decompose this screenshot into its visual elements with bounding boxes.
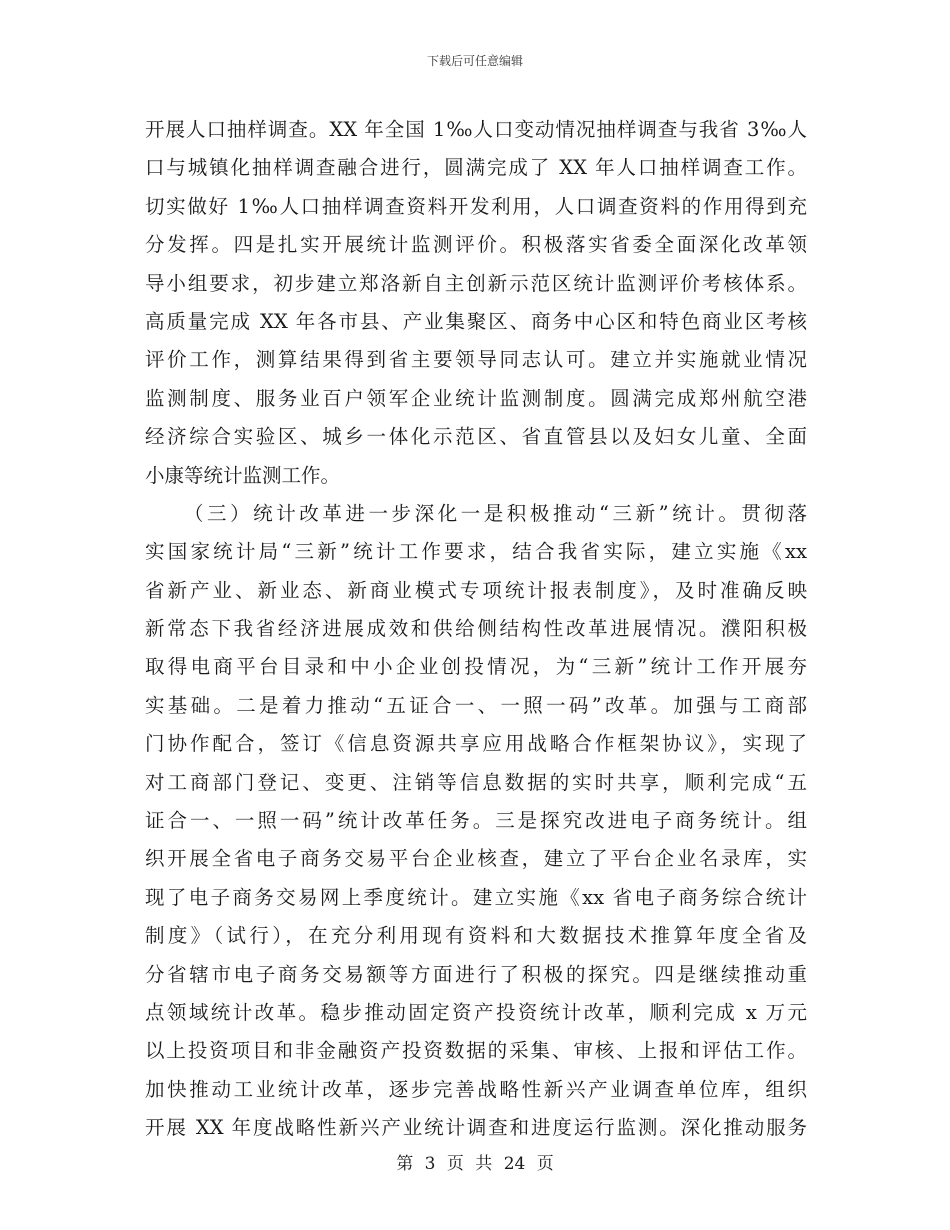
page-number-footer: 第 3 页 共 24 页 (396, 1154, 554, 1174)
text-line: 省新产业、新业态、新商业模式专项统计报表制度》，及时准确反映 (145, 578, 807, 602)
text-line: 经济综合实验区、城乡一体化示范区、省直管县以及妇女儿童、全面 (145, 425, 807, 449)
text-line: 开展 XX 年度战略性新兴产业统计调查和进度运行监测。深化推动服务 (145, 1116, 807, 1140)
text-line: 切实做好 1‰人口抽样调查资料开发利用，人口调查资料的作用得到充 (145, 194, 807, 218)
text-line-paragraph-start: （三）统计改革进一步深化一是积极推动“三新”统计。贯彻落 (184, 501, 807, 525)
text-line: 以上投资项目和非金融资产投资数据的采集、审核、上报和评估工作。 (145, 1039, 807, 1063)
text-line: 新常态下我省经济进展成效和供给侧结构性改革进展情况。濮阳积极 (145, 617, 807, 641)
text-line: 开展人口抽样调查。XX 年全国 1‰人口变动情况抽样调查与我省 3‰人 (145, 118, 807, 141)
document-body (145, 111, 807, 1148)
text-line: 评价工作，测算结果得到省主要领导同志认可。建立并实施就业情况 (145, 348, 807, 372)
text-line: 加快推动工业统计改革，逐步完善战略性新兴产业调查单位库，组织 (145, 1077, 807, 1101)
page-header: 下载后可任意编辑 (426, 54, 523, 68)
text-line: 口与城镇化抽样调查融合进行，圆满完成了 XX 年人口抽样调查工作。 (145, 156, 807, 180)
text-line-paragraph-end: 小康等统计监测工作。 (145, 463, 341, 487)
text-line: 实国家统计局“三新”统计工作要求，结合我省实际，建立实施《xx (145, 540, 807, 564)
text-line: 现了电子商务交易网上季度统计。建立实施《xx 省电子商务综合统计 (145, 885, 807, 909)
text-line: 点领域统计改革。稳步推动固定资产投资统计改革，顺利完成 x 万元 (145, 1000, 807, 1024)
text-line: 对工商部门登记、变更、注销等信息数据的实时共享，顺利完成“五 (145, 770, 807, 794)
text-line: 取得电商平台目录和中小企业创投情况，为“三新”统计工作开展夯 (145, 655, 807, 679)
text-line: 高质量完成 XX 年各市县、产业集聚区、商务中心区和特色商业区考核 (145, 309, 807, 333)
text-line: 实基础。二是着力推动“五证合一、一照一码”改革。加强与工商部 (145, 693, 807, 717)
text-line: 分发挥。四是扎实开展统计监测评价。积极落实省委全面深化改革领 (145, 233, 807, 257)
text-line: 织开展全省电子商务交易平台企业核查，建立了平台企业名录库，实 (145, 847, 807, 871)
text-line: 制度》（试行），在充分利用现有资料和大数据技术推算年度全省及 (145, 924, 807, 948)
text-line: 监测制度、服务业百户领军企业统计监测制度。圆满完成郑州航空港 (145, 386, 807, 410)
text-line: 导小组要求，初步建立郑洛新自主创新示范区统计监测评价考核体系。 (145, 271, 807, 295)
text-line: 证合一、一照一码”统计改革任务。三是探究改进电子商务统计。组 (145, 809, 807, 833)
text-line: 分省辖市电子商务交易额等方面进行了积极的探究。四是继续推动重 (145, 962, 807, 986)
text-line: 门协作配合，签订《信息资源共享应用战略合作框架协议》，实现了 (145, 732, 807, 756)
